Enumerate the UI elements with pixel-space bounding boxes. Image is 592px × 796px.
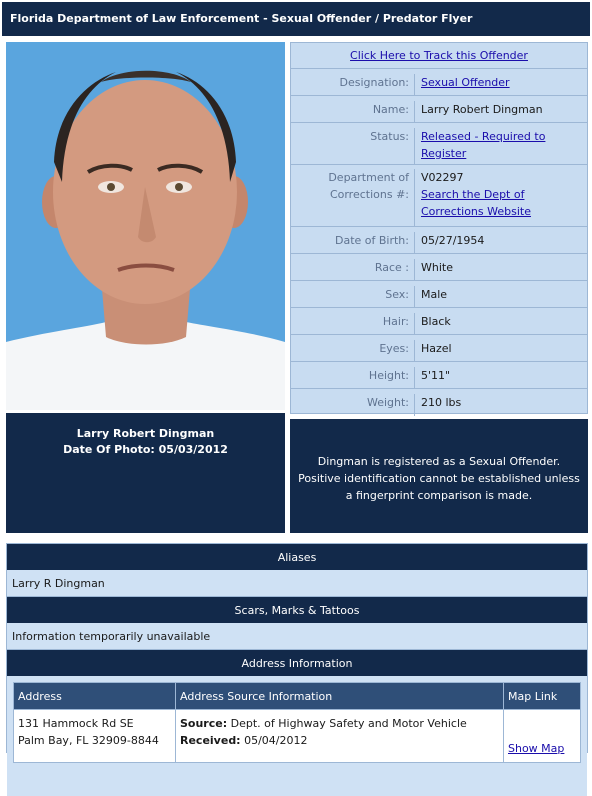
detail-value: 5'11" xyxy=(421,369,451,382)
received-value: 05/04/2012 xyxy=(244,734,308,747)
corrections-number: V02297 xyxy=(421,171,464,184)
detail-value: 05/27/1954 xyxy=(421,234,485,247)
scars-heading: Scars, Marks & Tattoos xyxy=(7,597,587,623)
additional-info-panel xyxy=(6,543,588,753)
column-header: Map Link xyxy=(504,683,581,710)
detail-row-sex xyxy=(291,281,587,308)
address-table-wrapper xyxy=(7,676,587,796)
scars-value: Information temporarily unavailable xyxy=(7,623,587,650)
detail-row-hair xyxy=(291,308,587,335)
aliases-heading: Aliases xyxy=(7,544,587,570)
address-table-header xyxy=(14,683,581,710)
detail-label: Hair: xyxy=(291,313,415,334)
offender-portrait-icon xyxy=(6,42,285,410)
designation-link[interactable]: Sexual Offender xyxy=(421,76,510,89)
notice-line-2: Positive identification cannot be established unless a fingerprint comparison is made. xyxy=(298,472,580,502)
detail-label: Date of Birth: xyxy=(291,232,415,253)
aliases-value: Larry R Dingman xyxy=(7,570,587,597)
detail-row-status xyxy=(291,123,587,165)
detail-label: Eyes: xyxy=(291,340,415,361)
detail-value: Hazel xyxy=(421,342,452,355)
page-title: Florida Department of Law Enforcement - Sexual Offender / Predator Flyer xyxy=(10,12,473,25)
detail-label: Sex: xyxy=(291,286,415,307)
detail-label: Designation: xyxy=(291,74,415,95)
column-header: Address xyxy=(14,683,176,710)
detail-label: Status: xyxy=(291,128,415,164)
notice-line-1: Dingman is registered as a Sexual Offender. xyxy=(317,455,561,468)
page-title-bar xyxy=(2,2,590,36)
detail-row-height xyxy=(291,362,587,389)
detail-row-designation xyxy=(291,69,587,96)
detail-label: Weight: xyxy=(291,394,415,416)
detail-value: Black xyxy=(421,315,451,328)
detail-row-weight xyxy=(291,389,587,416)
track-offender-link[interactable]: Click Here to Track this Offender xyxy=(350,49,528,62)
detail-row-corrections xyxy=(291,165,587,227)
column-header: Address Source Information xyxy=(176,683,504,710)
detail-row-dob xyxy=(291,227,587,254)
detail-value: White xyxy=(421,261,453,274)
table-row xyxy=(14,710,581,763)
address-heading: Address Information xyxy=(7,650,587,676)
caption-name: Larry Robert Dingman xyxy=(76,427,215,440)
registration-notice xyxy=(290,419,588,533)
detail-value: 210 lbs xyxy=(421,396,462,409)
detail-value: Larry Robert Dingman xyxy=(421,103,543,116)
detail-value: Male xyxy=(421,288,448,301)
detail-row-name xyxy=(291,96,587,123)
caption-photo-date: Date Of Photo: 05/03/2012 xyxy=(63,443,228,456)
detail-label: Name: xyxy=(291,101,415,122)
address-line-1: 131 Hammock Rd SE xyxy=(18,717,134,730)
address-cell xyxy=(14,710,176,763)
detail-label: Department of Corrections #: xyxy=(291,169,415,226)
detail-label: Race : xyxy=(291,259,415,280)
detail-label: Height: xyxy=(291,367,415,388)
address-line-2: Palm Bay, FL 32909-8844 xyxy=(18,734,159,747)
source-value: Dept. of Highway Safety and Motor Vehicle xyxy=(230,717,467,730)
source-label: Source: xyxy=(180,717,228,730)
photo-caption xyxy=(6,413,285,533)
offender-details-panel xyxy=(290,42,588,414)
map-link-cell xyxy=(504,710,581,763)
track-offender-row xyxy=(291,43,587,69)
received-label: Received: xyxy=(180,734,241,747)
show-map-link[interactable]: Show Map xyxy=(508,742,565,755)
offender-photo xyxy=(6,42,285,410)
address-table xyxy=(13,682,581,763)
detail-row-eyes xyxy=(291,335,587,362)
status-link[interactable]: Released - Required to Register xyxy=(421,130,546,160)
address-source-cell xyxy=(176,710,504,763)
search-corrections-link[interactable]: Search the Dept of Corrections Website xyxy=(421,188,531,218)
detail-row-race xyxy=(291,254,587,281)
